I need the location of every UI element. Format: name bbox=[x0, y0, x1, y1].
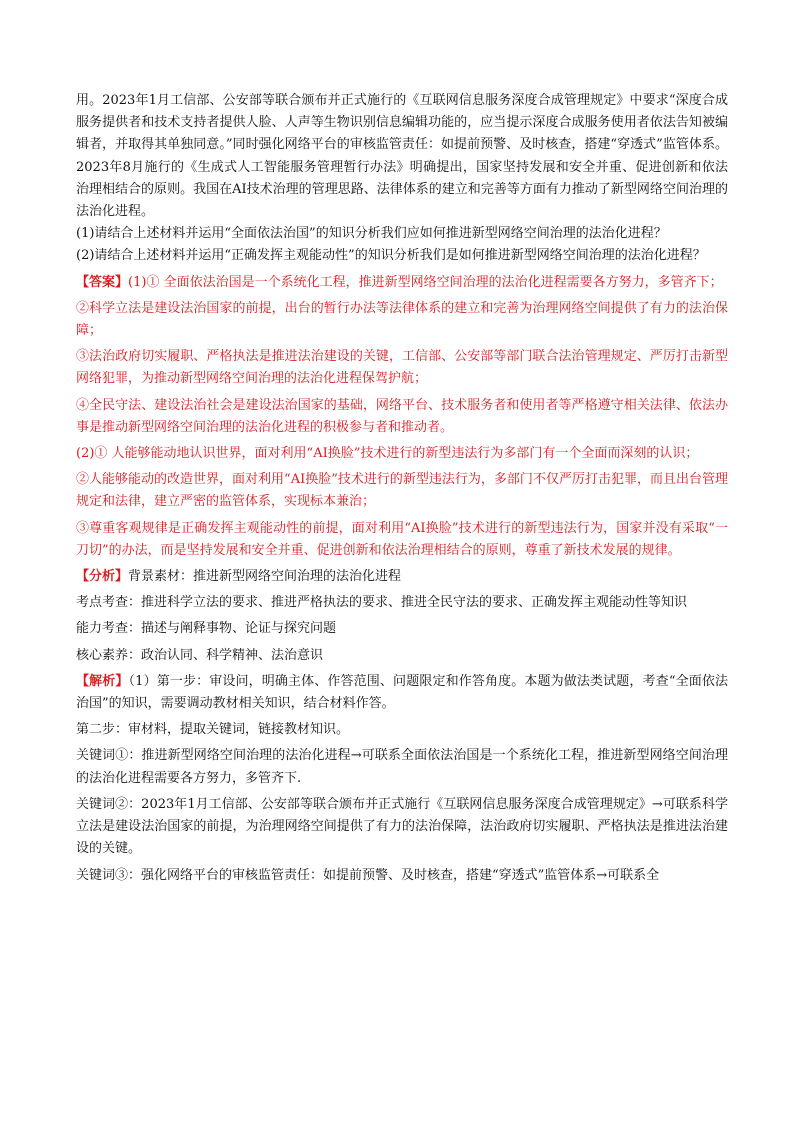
explanation-line-4: 关键词③：强化网络平台的审核监管责任：如提前预警、及时核查，搭建“穿透式”监管体系→可联系全 bbox=[76, 867, 660, 883]
explanation-first bbox=[76, 671, 728, 715]
answer-item-2: ②科学立法是建设法治国家的前提，出台的暂行办法等法律体系的建立和完善为治理网络空间提供了有力的法治保障； bbox=[76, 300, 728, 339]
analysis-tag: 【分析】 bbox=[76, 569, 129, 585]
document-page bbox=[76, 90, 728, 887]
explanation-line-3: 关键词②：2023年1月工信部、公安部等联合颁布并正式施行《互联网信息服务深度合成管理规定》→可联系科学立法是建设法治国家的前提，为治理网络空间提供了有力的法治保障，法治政府切实履职、严格执法是推进法治建设的关键。 bbox=[76, 796, 728, 857]
answer-item-1 bbox=[76, 272, 728, 294]
answer-item-5: (2)① 人能够能动地认识世界，面对利用“AI换脸”技术进行的新型违法行为多部门有一个全面而深刻的认识； bbox=[76, 446, 699, 462]
explanation-line-1: 第二步：审材料，提取关键词，链接教材知识。 bbox=[76, 722, 350, 738]
analysis-line-3: 核心素养：政治认同、科学精神、法治意识 bbox=[76, 647, 324, 663]
answer-text: (1)① 全面依法治国是一个系统化工程，推进新型网络空间治理的法治化进程需要各方努力，多管齐下； bbox=[128, 274, 723, 290]
question-2: (2)请结合上述材料并运用“正确发挥主观能动性”的知识分析我们是如何推进新型网络空间治理的法治化进程？ bbox=[76, 248, 706, 264]
analysis-line-1: 考点考查：推进科学立法的要求、推进严格执法的要求、推进全民守法的要求、正确发挥主观能动性等知识 bbox=[76, 595, 688, 611]
analysis-line-2: 能力考查：描述与阐释事物、论证与探究问题 bbox=[76, 621, 337, 637]
answer-item-4: ④全民守法、建设法治社会是建设法治国家的基础，网络平台、技术服务者和使用者等严格遵守相关法律、依法办事是推动新型网络空间治理的法治化进程的积极参与者和推动者。 bbox=[76, 397, 728, 435]
answer-item-3: ③法治政府切实履职、严格执法是推进法治建设的关键，工信部、公安部等部门联合法治管理规定、严厉打击新型网络犯罪，为推动新型网络空间治理的法治化进程保驾护航； bbox=[76, 349, 728, 387]
question-1: (1)请结合上述材料并运用“全面依法治国”的知识分析我们应如何推进新型网络空间治理的法治化进程？ bbox=[76, 226, 667, 242]
answer-tag: 【答案】 bbox=[76, 274, 129, 290]
answer-item-6: ②人能够能动的改造世界，面对利用“AI换脸”技术进行的新型违法行为，多部门不仅严厉打击犯罪，而且出台管理规定和法律，建立严密的监管体系，实现标本兼治； bbox=[76, 472, 728, 510]
explanation-text: （1）第一步：审设问，明确主体、作答范围、问题限定和作答角度。本题为做法类试题，考查“全面依法治国”的知识，需要调动教材相关知识，结合材料作答。 bbox=[76, 673, 728, 712]
material-paragraph: 用。2023年1月工信部、公安部等联合颁布并正式施行的《互联网信息服务深度合成管理规定》中要求“深度合成服务提供者和技术支持者提供人脸、人声等生物识别信息编辑功能的，应当提示深度合成服务使用者依法告知被编辑者，并取得其单独同意。”同时强化网络平台的审核监管责任：如提前预警、及时核查，搭建“穿透式”监管体系。2023年8月施行的《生成式人工智能服务管理暂行办法》明确提出，国家坚持发展和安全并重、促进创新和依法治理相结合的原则。我国在AI技术治理的管理思路、法律体系的建立和完善等方面有力推动了新型网络空间治理的法治化进程。 bbox=[76, 93, 728, 220]
analysis-first bbox=[76, 566, 728, 588]
explanation-tag: 【解析】 bbox=[76, 673, 129, 689]
answer-item-7: ③尊重客观规律是正确发挥主观能动性的前提，面对利用“AI换脸”技术进行的新型违法行为，国家并没有采取“一刀切”的办法，而是坚持发展和安全并重、促进创新和依法治理相结合的原则，尊重了新技术发展的规律。 bbox=[76, 520, 728, 558]
analysis-text: 背景素材：推进新型网络空间治理的法治化进程 bbox=[128, 569, 402, 585]
explanation-line-2: 关键词①：推进新型网络空间治理的法治化进程→可联系全面依法治国是一个系统化工程，推进新型网络空间治理的法治化进程需要各方努力，多管齐下. bbox=[76, 748, 728, 786]
